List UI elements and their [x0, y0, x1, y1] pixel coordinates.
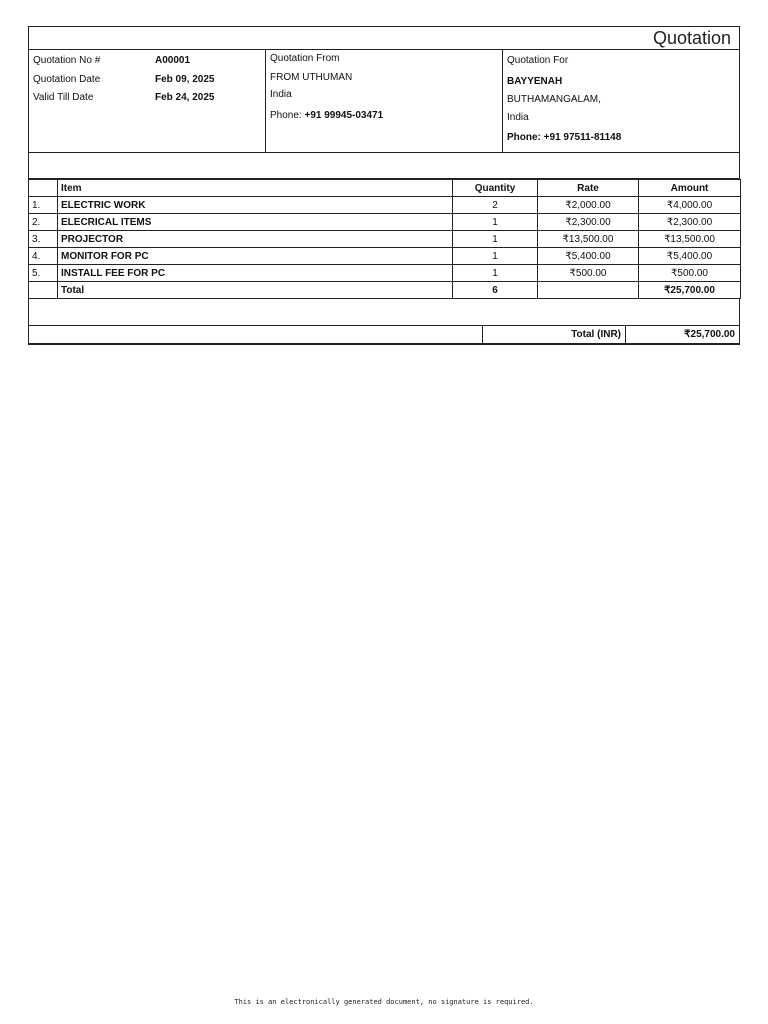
- header-item: Item: [58, 180, 453, 197]
- gap-row: [28, 299, 740, 325]
- for-label: Quotation For: [507, 55, 569, 66]
- row-rate: ₹2,000.00: [538, 197, 639, 214]
- row-item: ELECRICAL ITEMS: [58, 214, 453, 231]
- row-quantity: 2: [453, 197, 538, 214]
- quotation-number-value: A00001: [155, 55, 191, 66]
- total-index: [29, 282, 58, 299]
- from-label: Quotation From: [270, 53, 340, 64]
- row-item: ELECTRIC WORK: [58, 197, 453, 214]
- row-amount: ₹500.00: [639, 265, 741, 282]
- for-phone: [507, 132, 621, 143]
- table-total-row: [29, 282, 741, 299]
- for-country: India: [507, 112, 529, 123]
- quotation-from: [266, 50, 503, 152]
- header-quantity: Quantity: [453, 180, 538, 197]
- for-name: BAYYENAH: [507, 76, 563, 87]
- table-row: [29, 197, 741, 214]
- quotation-date-row: [33, 74, 263, 85]
- row-amount: ₹2,300.00: [639, 214, 741, 231]
- header-rate: Rate: [538, 180, 639, 197]
- from-phone-label: Phone:: [270, 110, 302, 121]
- items-table: [28, 179, 741, 299]
- for-address: BUTHAMANGALAM,: [507, 94, 601, 105]
- quotation-for: [503, 50, 739, 152]
- quotation-number-row: [33, 55, 263, 66]
- row-item: PROJECTOR: [58, 231, 453, 248]
- row-amount: ₹5,400.00: [639, 248, 741, 265]
- table-row: [29, 265, 741, 282]
- title-bar: [28, 26, 740, 50]
- row-rate: ₹500.00: [538, 265, 639, 282]
- row-quantity: 1: [453, 265, 538, 282]
- row-quantity: 1: [453, 214, 538, 231]
- total-rate: [538, 282, 639, 299]
- header-amount: Amount: [639, 180, 741, 197]
- table-header-row: [29, 180, 741, 197]
- document-title: Quotation: [652, 28, 731, 48]
- from-name: FROM UTHUMAN: [270, 72, 353, 83]
- for-phone-value: +91 97511-81148: [543, 132, 622, 143]
- row-number: 2.: [29, 214, 58, 231]
- quotation-date-label: Quotation Date: [33, 74, 101, 85]
- table-row: [29, 248, 741, 265]
- row-amount: ₹4,000.00: [639, 197, 741, 214]
- table-row: [29, 231, 741, 248]
- from-phone-value: +91 99945-03471: [304, 110, 384, 121]
- quotation-meta: [29, 50, 266, 152]
- table-row: [29, 214, 741, 231]
- valid-till-row: [33, 92, 263, 103]
- row-item: INSTALL FEE FOR PC: [58, 265, 453, 282]
- from-country: India: [270, 89, 292, 100]
- header-index: [29, 180, 58, 197]
- row-number: 4.: [29, 248, 58, 265]
- row-item: MONITOR FOR PC: [58, 248, 453, 265]
- valid-till-label: Valid Till Date: [33, 92, 94, 103]
- total-quantity: 6: [453, 282, 538, 299]
- quotation-date-value: Feb 09, 2025: [155, 74, 215, 85]
- grand-total-spacer: [29, 326, 483, 343]
- row-rate: ₹13,500.00: [538, 231, 639, 248]
- info-section: [28, 50, 740, 153]
- grand-total-value: ₹25,700.00: [684, 329, 735, 340]
- row-number: 3.: [29, 231, 58, 248]
- row-rate: ₹2,300.00: [538, 214, 639, 231]
- row-quantity: 1: [453, 231, 538, 248]
- quotation-number-label: Quotation No #: [33, 55, 101, 66]
- row-number: 5.: [29, 265, 58, 282]
- row-number: 1.: [29, 197, 58, 214]
- row-rate: ₹5,400.00: [538, 248, 639, 265]
- spacer-row: [28, 153, 740, 179]
- row-quantity: 1: [453, 248, 538, 265]
- footer-note: This is an electronically generated document, no signature is required.: [234, 998, 534, 1006]
- grand-total-label: Total (INR): [483, 326, 626, 343]
- row-amount: ₹13,500.00: [639, 231, 741, 248]
- for-phone-label: Phone:: [507, 132, 541, 143]
- valid-till-value: Feb 24, 2025: [155, 92, 215, 103]
- grand-total-row: [28, 325, 740, 345]
- from-phone: [270, 110, 383, 121]
- total-label: Total: [58, 282, 453, 299]
- total-amount: ₹25,700.00: [639, 282, 741, 299]
- quotation-document: [28, 26, 740, 345]
